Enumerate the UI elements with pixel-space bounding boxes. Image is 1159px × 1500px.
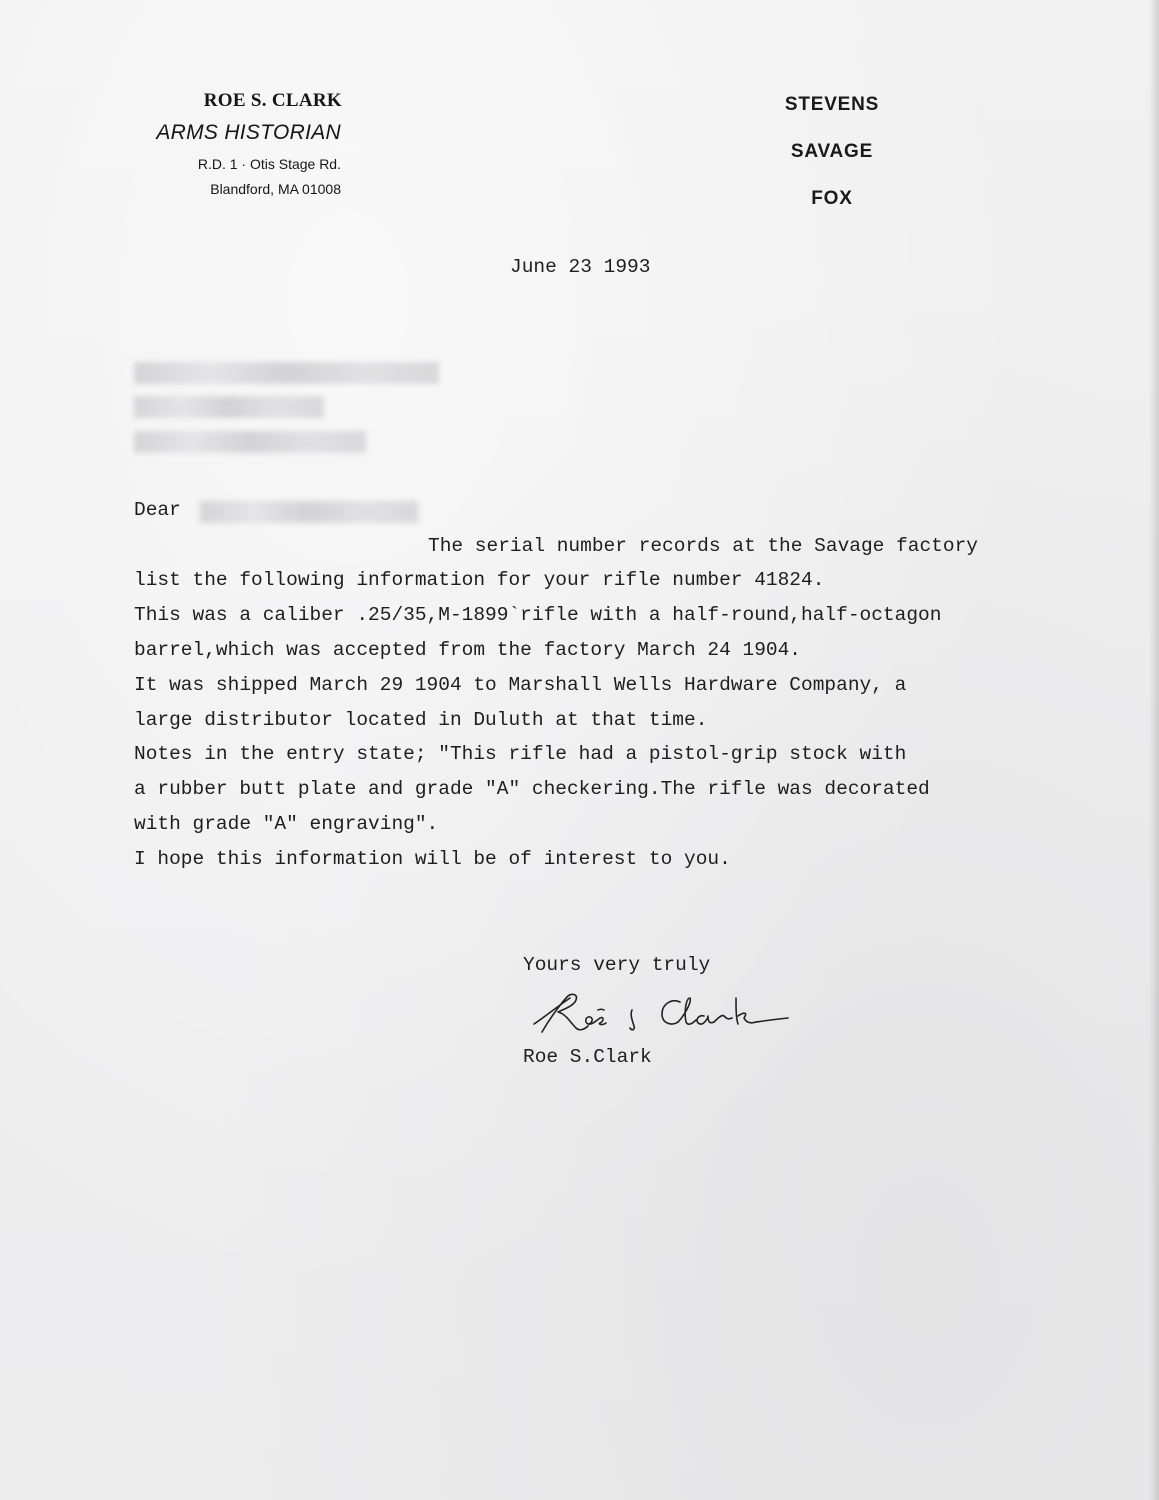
body-line: large distributor located in Duluth at that time. <box>134 709 708 731</box>
letterhead-brand-fox: FOX <box>811 188 853 209</box>
letter-date: June 23 1993 <box>510 256 651 278</box>
letterhead-brand-savage: SAVAGE <box>790 141 874 162</box>
body-line: barrel,which was accepted from the factory March 24 1904. <box>134 639 802 661</box>
body-line: a rubber butt plate and grade "A" checkering.The rifle was decorated <box>134 778 930 800</box>
body-line: with grade "A" engraving". <box>134 813 439 835</box>
letterhead-address-line2: Blandford, MA 01008 <box>210 181 341 197</box>
letterhead-address-line1: R.D. 1 · Otis Stage Rd. <box>197 156 341 172</box>
signer-name: Roe S.Clark <box>523 1046 652 1068</box>
redacted-recipient-city <box>134 431 366 453</box>
body-line: It was shipped March 29 1904 to Marshall Wells Hardware Company, a <box>134 674 907 696</box>
letter-closing: Yours very truly <box>523 954 711 976</box>
handwritten-signature <box>532 988 802 1038</box>
page-edge-shadow <box>1149 0 1159 1500</box>
body-line: list the following information for your rifle number 41824. <box>134 569 825 591</box>
body-line: This was a caliber .25/35,M-1899`rifle with a half-round,half-octagon <box>134 604 942 626</box>
redacted-salutation-name <box>200 501 418 523</box>
letterhead-name: ROE S. CLARK <box>203 90 342 111</box>
redacted-recipient-street <box>134 396 324 418</box>
letter-salutation: Dear <box>134 499 181 521</box>
body-line: Notes in the entry state; "This rifle had a pistol-grip stock with <box>134 743 907 765</box>
letterhead-brand-stevens: STEVENS <box>784 94 880 115</box>
letterhead-title: ARMS HISTORIAN <box>156 121 341 144</box>
redacted-recipient-name <box>134 362 439 384</box>
body-line: The serial number records at the Savage factory <box>428 535 978 557</box>
body-line: I hope this information will be of interest to you. <box>134 848 731 870</box>
